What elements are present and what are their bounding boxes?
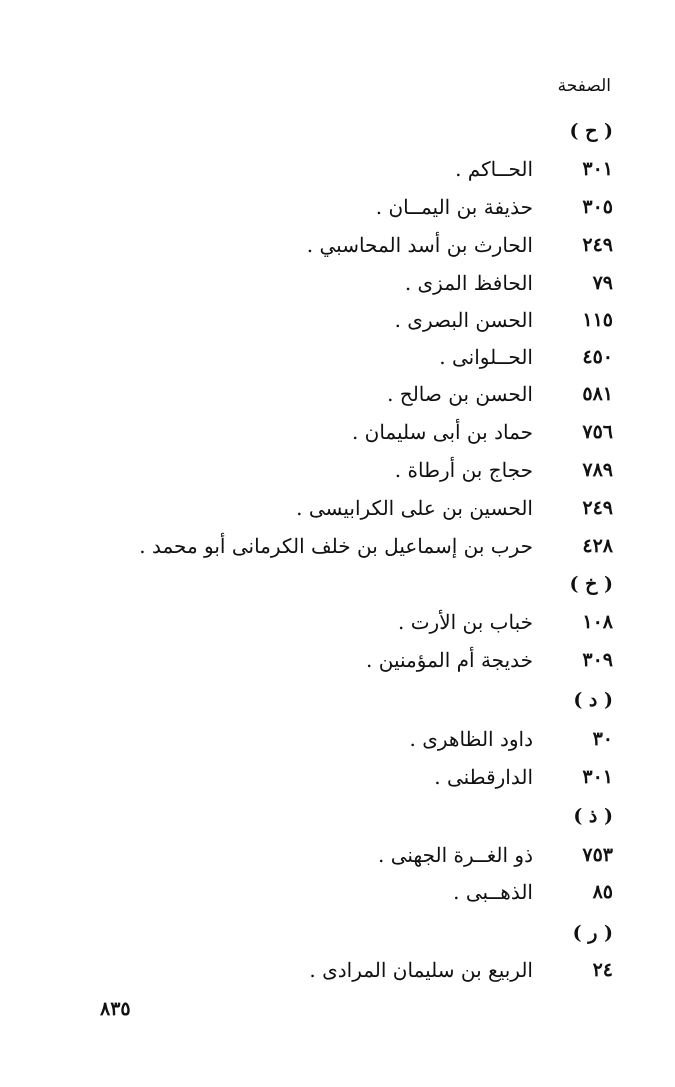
entry-page-number: ٨٥ <box>592 881 613 903</box>
entry-name: داود الظاهرى . <box>409 727 533 751</box>
entry-name: الربيع بن سليمان المرادى . <box>309 958 533 982</box>
entry-page-number: ٧٩ <box>592 272 613 294</box>
entry-name: الحــلوانى . <box>439 345 533 369</box>
entry-name: حذيفة بن اليمــان . <box>375 195 533 219</box>
entry-page-number: ٢٤٩ <box>582 234 613 256</box>
index-entry <box>0 953 675 987</box>
entry-name: خديجة أم المؤمنين . <box>366 648 533 672</box>
index-entry <box>0 266 675 300</box>
entry-page-number: ١٠٨ <box>582 611 613 633</box>
column-header-page: الصفحة <box>557 76 611 96</box>
entry-name: الحافظ المزى . <box>404 271 533 295</box>
entry-name: الحارث بن أسد المحاسبي . <box>306 233 533 257</box>
entry-page-number: ٣٠٥ <box>582 196 613 218</box>
index-entry <box>0 643 675 677</box>
section-letter: ( خ ) <box>569 573 613 595</box>
index-entry <box>0 377 675 411</box>
index-entry <box>0 875 675 909</box>
index-entry <box>0 491 675 525</box>
section-heading-dal <box>0 683 675 717</box>
entry-page-number: ٣٠١ <box>582 766 613 788</box>
index-entry <box>0 415 675 449</box>
section-letter: ( ذ ) <box>573 805 613 827</box>
entry-page-number: ٤٥٠ <box>582 346 613 368</box>
entry-page-number: ٣٠١ <box>582 158 613 180</box>
section-heading-ha <box>0 114 675 148</box>
index-entry <box>0 838 675 872</box>
index-entry <box>0 228 675 262</box>
entry-name: الحــاكم . <box>455 157 533 181</box>
section-letter: ( ح ) <box>569 120 613 142</box>
entry-name: الحسن بن صالح . <box>387 382 533 406</box>
entry-name: خباب بن الأرت . <box>398 610 533 634</box>
entry-page-number: ٤٢٨ <box>582 535 613 557</box>
index-entry <box>0 303 675 337</box>
entry-name: ذو الغــرة الجهنى . <box>377 843 533 867</box>
index-entry <box>0 605 675 639</box>
entry-page-number: ١١٥ <box>582 309 613 331</box>
entry-page-number: ٣٠ <box>592 728 613 750</box>
entry-name: حرب بن إسماعيل بن خلف الكرمانى أبو محمد . <box>139 534 533 558</box>
section-heading-dhal <box>0 799 675 833</box>
entry-page-number: ٢٤٩ <box>582 497 613 519</box>
section-heading-ra <box>0 916 675 950</box>
index-entry <box>0 760 675 794</box>
entry-page-number: ٧٥٣ <box>582 844 613 866</box>
section-letter: ( ر ) <box>572 922 613 944</box>
entry-page-number: ٧٨٩ <box>582 459 613 481</box>
index-entry <box>0 340 675 374</box>
entry-name: الدارقطنى . <box>434 765 533 789</box>
index-entry <box>0 529 675 563</box>
entry-page-number: ٧٥٦ <box>582 421 613 443</box>
index-entry <box>0 152 675 186</box>
entry-page-number: ٥٨١ <box>582 383 613 405</box>
section-heading-kha <box>0 567 675 601</box>
entry-name: الذهــبى . <box>453 880 533 904</box>
entry-page-number: ٢٤ <box>592 959 613 981</box>
index-entry <box>0 722 675 756</box>
entry-name: الحسين بن على الكرابيسى . <box>296 496 533 520</box>
entry-page-number: ٣٠٩ <box>582 649 613 671</box>
entry-name: حجاج بن أرطاة . <box>394 458 533 482</box>
entry-name: الحسن البصرى . <box>394 308 533 332</box>
footer-page-number: ٨٣٥ <box>100 998 131 1020</box>
index-entry <box>0 190 675 224</box>
section-letter: ( د ) <box>573 689 613 711</box>
entry-name: حماد بن أبى سليمان . <box>351 420 533 444</box>
index-entry <box>0 453 675 487</box>
